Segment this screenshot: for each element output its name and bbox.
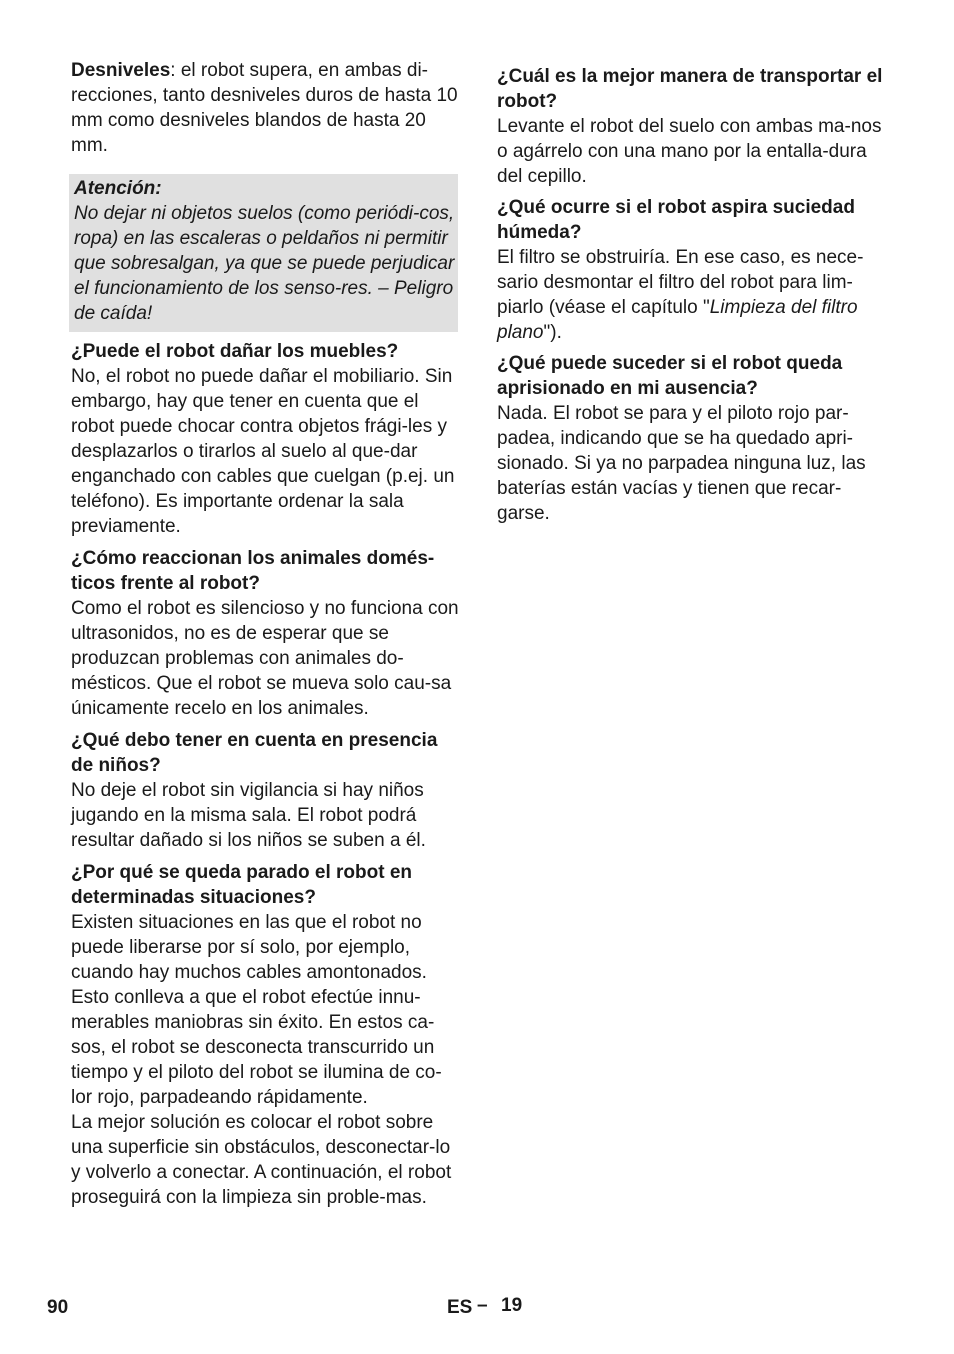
faq-section-pets xyxy=(71,546,461,721)
left-column xyxy=(71,58,461,1217)
right-column xyxy=(497,64,887,532)
faq-question: ¿Cómo reaccionan los animales domés-ticos frente al robot? xyxy=(71,548,435,594)
attention-text: No dejar ni objetos suelos (como periódi-cos, ropa) en las escaleras o peldaños ni permitir que sobresalgan, ya que se puede perjudicar el funcionamiento de los senso-res. – Peligro de caída! xyxy=(74,203,455,324)
faq-answer-text-end: "). xyxy=(543,322,562,343)
chapter-reference: Limpieza del filtro plano xyxy=(497,297,858,343)
attention-title: Atención: xyxy=(74,178,162,199)
faq-question: ¿Qué debo tener en cuenta en presencia de niños? xyxy=(71,730,438,776)
faq-section-furniture xyxy=(71,339,461,539)
intro-text: : el robot supera, en ambas di-recciones, tanto desniveles duros de hasta 10 mm como desniveles blandos de hasta 20 mm. xyxy=(71,60,458,156)
faq-section-wet-dirt xyxy=(497,195,887,345)
faq-section-stuck xyxy=(71,860,461,1210)
intro-term: Desniveles xyxy=(71,60,171,81)
section-page-number: 19 xyxy=(501,1295,523,1316)
faq-answer xyxy=(497,245,887,345)
faq-answer: Levante el robot del suelo con ambas ma-nos o agárrelo con una mano por la entalla-dura del cepillo. xyxy=(497,116,882,187)
page-number: 90 xyxy=(47,1297,69,1318)
intro-paragraph xyxy=(71,58,461,158)
faq-question: ¿Cuál es la mejor manera de transportar el robot? xyxy=(497,66,883,112)
faq-question: ¿Qué puede suceder si el robot queda aprisionado en mi ausencia? xyxy=(497,353,843,399)
faq-question: ¿Puede el robot dañar los muebles? xyxy=(71,341,399,362)
faq-answer: Existen situaciones en las que el robot no puede liberarse por sí solo, por ejemplo, cuando hay muchos cables amontonados. Esto conlleva a que el robot efectúe innu-merables maniobras sin éxito. En estos ca-sos, el robot se desconecta transcurrido un tiempo y el piloto del robot se ilumina de co-lor rojo, parpadeando rápidamente. xyxy=(71,912,442,1108)
faq-section-children xyxy=(71,728,461,853)
faq-question: ¿Por qué se queda parado el robot en determinadas situaciones? xyxy=(71,862,412,908)
faq-answer: Como el robot es silencioso y no funciona con ultrasonidos, no es de esperar que se produzcan problemas con animales do-mésticos. Que el robot se mueva solo cau-sa únicamente recelo en los animales. xyxy=(71,598,459,719)
faq-section-transport xyxy=(497,64,887,189)
language-code: ES xyxy=(447,1297,473,1318)
faq-section-trapped xyxy=(497,351,887,526)
attention-box xyxy=(69,174,458,332)
faq-answer-text: El filtro se obstruiría. En ese caso, es nece-sario desmontar el filtro del robot para lim-piarlo (véase el capítulo " xyxy=(497,247,864,318)
faq-question: ¿Qué ocurre si el robot aspira suciedad húmeda? xyxy=(497,197,855,243)
faq-answer: No, el robot no puede dañar el mobiliario. Sin embargo, hay que tener en cuenta que el robot puede chocar contra objetos frági-les y desplazarlos o tirarlos al suelo al que-dar enganchado con cables que cuelgan (p.ej. un teléfono). Es importante ordenar la sala previamente. xyxy=(71,366,455,537)
faq-answer: Nada. El robot se para y el piloto rojo par-padea, indicando que se ha quedado apri-sionado. Si ya no parpadea ninguna luz, las baterías están vacías y tienen que recar-garse. xyxy=(497,403,866,524)
faq-answer-continued: La mejor solución es colocar el robot sobre una superficie sin obstáculos, desconectar-lo y volverlo a conectar. A continuación, el robot proseguirá con la limpieza sin proble-mas. xyxy=(71,1112,452,1208)
footer-dash: – xyxy=(477,1295,488,1316)
faq-answer: No deje el robot sin vigilancia si hay niños jugando en la misma sala. El robot podrá resultar dañado si los niños se suben a él. xyxy=(71,780,426,851)
